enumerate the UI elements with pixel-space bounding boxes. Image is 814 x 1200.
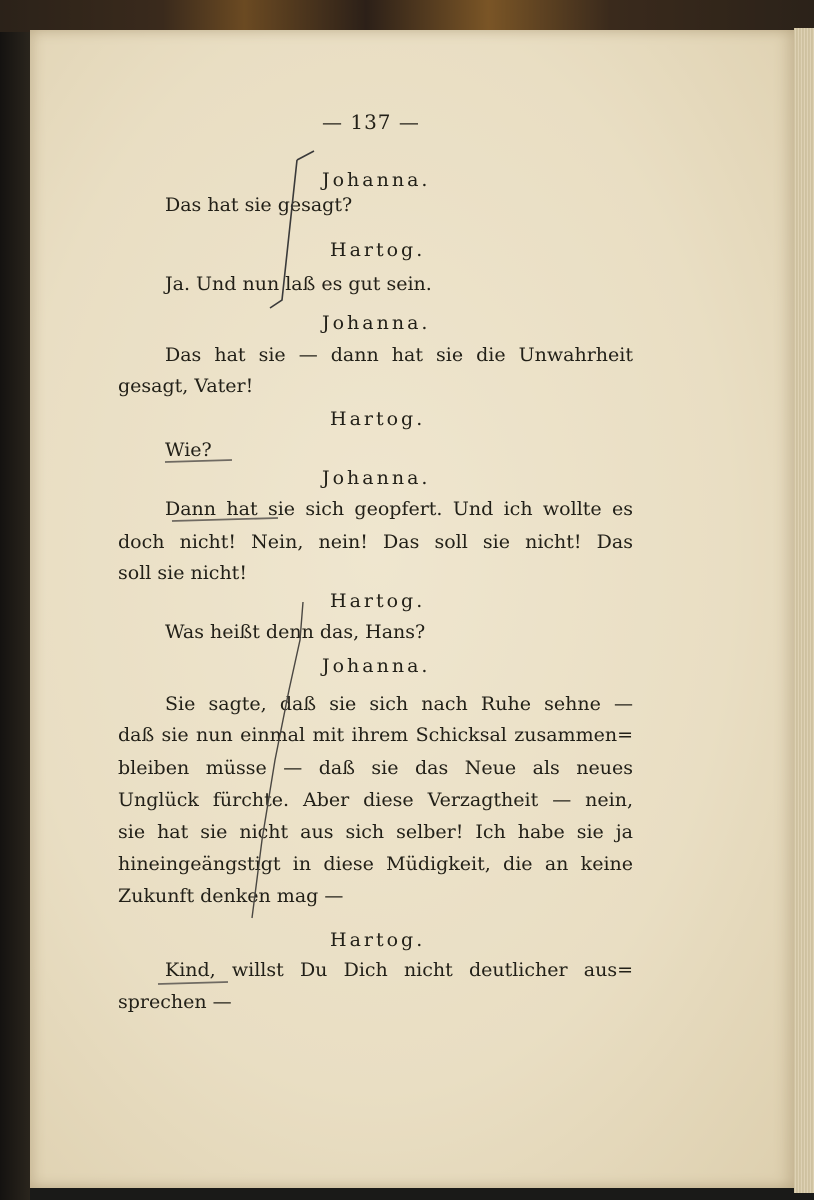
- dialogue-line: hineingeängstigt in diese Müdigkeit, die an keine: [118, 853, 633, 875]
- speaker-name: Hartog.: [330, 590, 426, 612]
- pencil-margin-line: [252, 602, 303, 918]
- dialogue-line: sie hat sie nicht aus sich selber! Ich habe sie ja: [118, 821, 633, 843]
- speaker-name: Hartog.: [330, 239, 426, 261]
- dialogue-line: Kind, willst Du Dich nicht deutlicher aus=: [165, 959, 633, 981]
- dialogue-line: Wie?: [165, 439, 212, 461]
- page-number: — 137 —: [322, 110, 420, 134]
- dialogue-line: Unglück fürchte. Aber diese Verzagtheit — nein,: [118, 789, 633, 811]
- dialogue-line: soll sie nicht!: [118, 562, 247, 584]
- speaker-name: Johanna.: [322, 655, 431, 677]
- dialogue-line: Das hat sie gesagt?: [165, 194, 353, 216]
- speaker-name: Johanna.: [322, 312, 431, 334]
- dialogue-line: sprechen —: [118, 991, 232, 1013]
- dialogue-line: Dann hat sie sich geopfert. Und ich wollte es: [165, 498, 633, 520]
- dialogue-line: Das hat sie — dann hat sie die Unwahrheit: [165, 344, 633, 366]
- dialogue-line: Zukunft denken mag —: [118, 885, 344, 907]
- dialogue-line: Sie sagte, daß sie sich nach Ruhe sehne —: [165, 693, 633, 715]
- pencil-underline: [158, 982, 228, 984]
- dialogue-line: bleiben müsse — daß sie das Neue als neues: [118, 757, 633, 779]
- dialogue-line: doch nicht! Nein, nein! Das soll sie nicht! Das: [118, 531, 633, 553]
- speaker-name: Hartog.: [330, 408, 426, 430]
- speaker-name: Johanna.: [322, 169, 431, 191]
- pencil-underline: [165, 460, 232, 462]
- pencil-bracket-line: [270, 151, 314, 308]
- dialogue-line: Was heißt denn das, Hans?: [165, 621, 426, 643]
- speaker-name: Hartog.: [330, 929, 426, 951]
- dialogue-line: daß sie nun einmal mit ihrem Schicksal zusammen=: [118, 724, 633, 746]
- dialogue-line: Ja. Und nun laß es gut sein.: [165, 273, 432, 295]
- speaker-name: Johanna.: [322, 467, 431, 489]
- dialogue-line: gesagt, Vater!: [118, 375, 254, 397]
- pencil-underline: [172, 518, 278, 521]
